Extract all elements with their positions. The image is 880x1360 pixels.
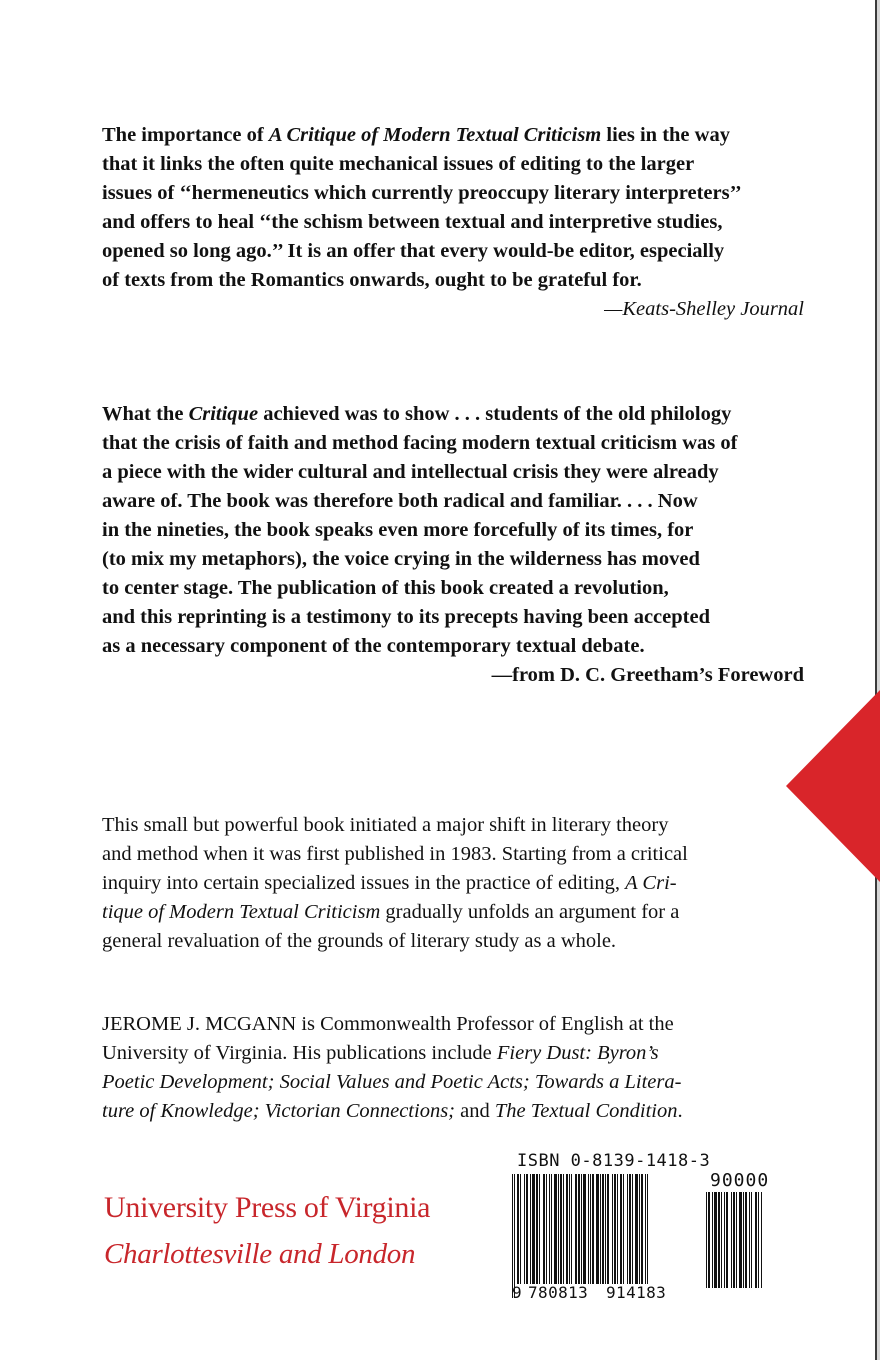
barcode-bar (571, 1174, 572, 1284)
barcode-bar (739, 1192, 742, 1288)
barcode-bar (588, 1174, 589, 1284)
barcode-bar (583, 1174, 586, 1284)
red-accent-triangle (786, 690, 880, 882)
barcode-bar (708, 1192, 710, 1288)
publisher-place: Charlottesville and London (104, 1238, 416, 1270)
barcode-bar (514, 1174, 515, 1298)
quote-line: in the nineties, the book speaks even more forcefully of its times, for (102, 519, 694, 541)
price-addon-digits: 90000 (710, 1170, 770, 1191)
barcode-bar (602, 1174, 604, 1284)
barcode-bar (546, 1174, 547, 1284)
quote-line: that it links the often quite mechanical issues of editing to the larger (102, 153, 695, 175)
quote-line: (to mix my metaphors), the voice crying in the wilderness has moved (102, 548, 700, 570)
quote-attribution: —Keats-Shelley Journal (604, 298, 804, 320)
bio-line: Poetic Development; Social Values and Poetic Acts; Towards a Litera- (102, 1071, 682, 1093)
barcode-bar (551, 1174, 552, 1284)
barcode-bar (530, 1174, 531, 1284)
barcode-bar (520, 1174, 521, 1284)
barcode-bar (706, 1192, 707, 1288)
barcode-bar (575, 1174, 577, 1284)
barcode-bar (532, 1174, 535, 1284)
barcode-bar (617, 1174, 618, 1284)
barcode-bar (539, 1174, 540, 1284)
ean-first-digit: 9 (512, 1283, 522, 1302)
bio-line: ture of Knowledge; Victorian Connections; and The Textual Condition. (102, 1100, 683, 1122)
barcode-bar (629, 1174, 631, 1284)
quote-line: What the Critique achieved was to show . . . students of the old philology (102, 403, 732, 425)
barcode-bar (743, 1192, 744, 1288)
barcode-bar (600, 1174, 601, 1284)
quote-line: as a necessary component of the contemporary textual debate. (102, 635, 645, 657)
review-greetham-foreword (102, 400, 804, 690)
isbn-label: ISBN 0-8139-1418-3 (517, 1151, 711, 1171)
quote-line: issues of ‘‘hermeneutics which currently preoccupy literary interpreters’’ (102, 182, 742, 204)
bio-line: JEROME J. MCGANN is Commonwealth Professor of English at the (102, 1013, 674, 1035)
book-description (102, 811, 750, 956)
barcode-bar (751, 1192, 752, 1288)
barcode-bar (641, 1174, 643, 1284)
barcode-bar (536, 1174, 538, 1284)
barcode-bar (755, 1192, 757, 1288)
barcode-bar (566, 1174, 568, 1284)
barcode-bar (596, 1174, 599, 1284)
barcode-bar (733, 1192, 735, 1288)
barcode-bar (526, 1174, 528, 1284)
barcode-bar (724, 1192, 725, 1288)
barcode-bar (749, 1192, 750, 1288)
barcode-bar (627, 1174, 628, 1284)
barcode-bar (512, 1174, 513, 1298)
barcode-bar (635, 1174, 638, 1284)
barcode-bar (758, 1192, 759, 1288)
quote-line: of texts from the Romantics onwards, ought to be grateful for. (102, 269, 642, 291)
barcode-bar (736, 1192, 737, 1288)
barcode-bar (712, 1192, 713, 1288)
barcode-bar (560, 1174, 562, 1284)
barcode-bar (614, 1174, 616, 1284)
barcode-bar (517, 1174, 519, 1284)
barcode-bar (623, 1174, 624, 1284)
barcode-bar (549, 1174, 550, 1284)
quote-attribution: —from D. C. Greetham’s Foreword (491, 664, 804, 686)
barcode-bar (731, 1192, 732, 1288)
ean-right-digits: 914183 (606, 1283, 667, 1302)
barcode-bar (607, 1174, 609, 1284)
barcode-bar (714, 1192, 717, 1288)
barcode-bar (524, 1174, 525, 1284)
barcode-bar (569, 1174, 570, 1284)
barcode-bar (612, 1174, 613, 1284)
quote-line: The importance of A Critique of Modern Textual Criticism lies in the way (102, 124, 730, 146)
quote-line: that the crisis of faith and method facing modern textual criticism was of (102, 432, 738, 454)
quote-line: and this reprinting is a testimony to its precepts having been accepted (102, 606, 710, 628)
barcode-bar (578, 1174, 580, 1298)
barcode-bar (645, 1174, 646, 1284)
barcode-bar (632, 1174, 633, 1284)
description-line: general revaluation of the grounds of literary study as a whole. (102, 930, 617, 952)
barcode-bar (639, 1174, 640, 1284)
publisher-name: University Press of Virginia (104, 1191, 431, 1224)
barcode-bar (563, 1174, 564, 1284)
barcode-bar (721, 1192, 722, 1288)
barcode-bar (647, 1174, 648, 1284)
barcode-bar (543, 1174, 545, 1284)
quote-line: a piece with the wider cultural and intellectual crisis they were already (102, 461, 719, 483)
description-line: and method when it was first published in 1983. Starting from a critical (102, 843, 688, 865)
publisher-imprint (104, 1185, 430, 1277)
barcode-bar (554, 1174, 557, 1284)
quote-line: and offers to heal ‘‘the schism between textual and interpretive studies, (102, 211, 723, 233)
barcode-bar (726, 1192, 728, 1288)
quote-line: opened so long ago.’’ It is an offer that every would-be editor, especially (102, 240, 725, 262)
barcode-bar (590, 1174, 591, 1284)
barcode-bar (718, 1192, 720, 1288)
quote-line: to center stage. The publication of this book created a revolution, (102, 577, 669, 599)
description-line: This small but powerful book initiated a major shift in literary theory (102, 814, 669, 836)
author-bio (102, 1010, 750, 1126)
barcode-bar (581, 1174, 582, 1298)
barcode-bar (605, 1174, 606, 1284)
review-keats-shelley (102, 121, 804, 324)
addon-barcode (704, 1192, 784, 1288)
quote-line: aware of. The book was therefore both radical and familiar. . . . Now (102, 490, 698, 512)
barcode-bar (592, 1174, 594, 1284)
ean-left-digits: 780813 (528, 1283, 589, 1302)
description-line: inquiry into certain specialized issues in the practice of editing, A Cri- (102, 872, 677, 894)
bio-line: University of Virginia. His publications include Fiery Dust: Byron’s (102, 1042, 659, 1064)
barcode-bar (558, 1174, 559, 1284)
barcode-bar (761, 1192, 762, 1288)
barcode-bar (620, 1174, 622, 1284)
description-line: tique of Modern Textual Criticism gradually unfolds an argument for a (102, 901, 680, 923)
barcode-bar (745, 1192, 747, 1288)
